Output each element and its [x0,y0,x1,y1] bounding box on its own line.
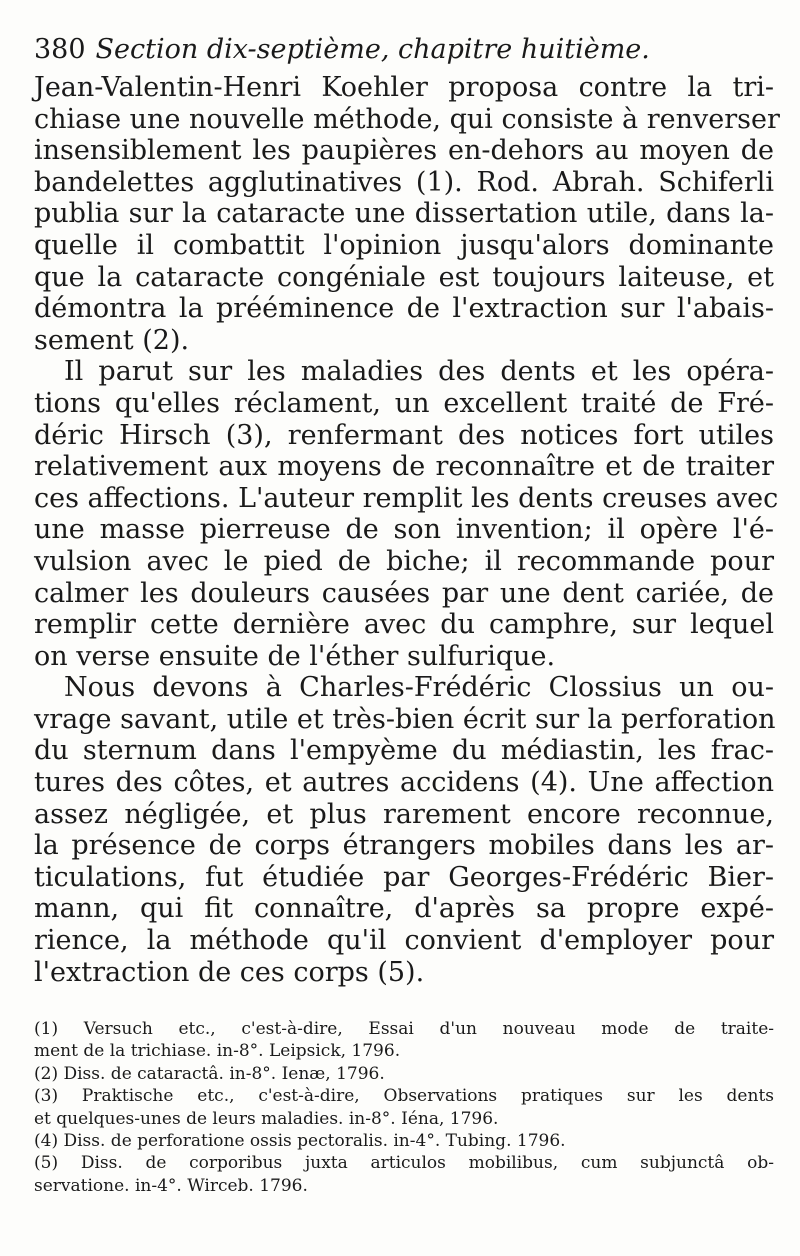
text-line: sement (2). [34,324,190,356]
text-line: Nous devons à Charles-Frédéric Clossius un ou- [64,672,774,704]
footnote-line: ment de la trichiase. in-8°. Leipsick, 1796. [34,1041,401,1062]
body-text [34,72,780,988]
running-head: Section dix-septième, chapitre huitième. [95,34,650,65]
text-line: ticulations, fut étudiée par Georges-Frédéric Bier- [34,861,774,893]
text-line: quelle il combattit l'opinion jusqu'alors dominante [34,229,774,261]
text-line: l'extraction de ces corps (5). [34,956,425,988]
text-line: bandelettes agglutinatives (1). Rod. Abrah. Schiferli [34,166,774,198]
footnote-line: (5) Diss. de corporibus juxta articulos mobilibus, cum subjunctâ ob- [34,1153,774,1174]
text-line: tures des côtes, et autres accidens (4). Une affection [34,767,774,799]
footnote-line: servatione. in-4°. Wirceb. 1796. [34,1175,308,1196]
footnotes [34,1018,774,1197]
text-line: vulsion avec le pied de biche; il recommande pour [34,545,774,577]
footnote-line: (1) Versuch etc., c'est-à-dire, Essai d'un nouveau mode de traite- [34,1019,774,1039]
text-line: que la cataracte congéniale est toujours laiteuse, et [34,261,774,293]
footnote-line: et quelques-unes de leurs maladies. in-8°. Iéna, 1796. [34,1108,499,1129]
text-line: insensiblement les paupières en-dehors au moyen de [34,135,774,167]
page-number: 380 [34,34,86,65]
text-line: démontra la prééminence de l'extraction sur l'abais- [34,293,774,325]
text-line: assez négligée, et plus rarement encore reconnue, [34,798,774,830]
text-line: relativement aux moyens de reconnaître et de traiter [34,451,774,483]
text-line: la présence de corps étrangers mobiles dans les ar- [34,830,774,862]
text-line: remplir cette dernière avec du camphre, sur lequel [34,609,774,641]
text-line: on verse ensuite de l'éther sulfurique. [34,640,556,672]
text-line: Il parut sur les maladies des dents et les opéra- [64,356,774,388]
text-line: rience, la méthode qu'il convient d'employer pour [34,925,774,957]
text-line: vrage savant, utile et très-bien écrit sur la perforation [34,703,776,735]
text-line: publia sur la cataracte une dissertation utile, dans la- [34,198,774,230]
text-line: ces affections. L'auteur remplit les dents creuses avec [34,482,779,514]
text-line: calmer les douleurs causées par une dent cariée, de [34,577,774,609]
text-line: chiase une nouvelle méthode, qui consiste à renverser [34,103,780,135]
footnote-line: (3) Praktische etc., c'est-à-dire, Observations pratiques sur les dents [34,1086,774,1107]
page-header [34,30,774,70]
text-line: mann, qui fit connaître, d'après sa propre expé- [34,893,774,925]
text-line: tions qu'elles réclament, un excellent traité de Fré- [34,387,774,419]
footnote-line: (2) Diss. de cataractâ. in-8°. Ienæ, 1796. [34,1063,385,1084]
footnote-line: (4) Diss. de perforatione ossis pectoralis. in-4°. Tubing. 1796. [34,1130,566,1151]
text-line: du sternum dans l'empyème du médiastin, les frac- [34,735,774,767]
text-line: une masse pierreuse de son invention; il opère l'é- [34,514,774,546]
text-line: déric Hirsch (3), renfermant des notices fort utiles [34,419,774,451]
text-line: Jean-Valentin-Henri Koehler proposa contre la tri- [34,72,774,103]
